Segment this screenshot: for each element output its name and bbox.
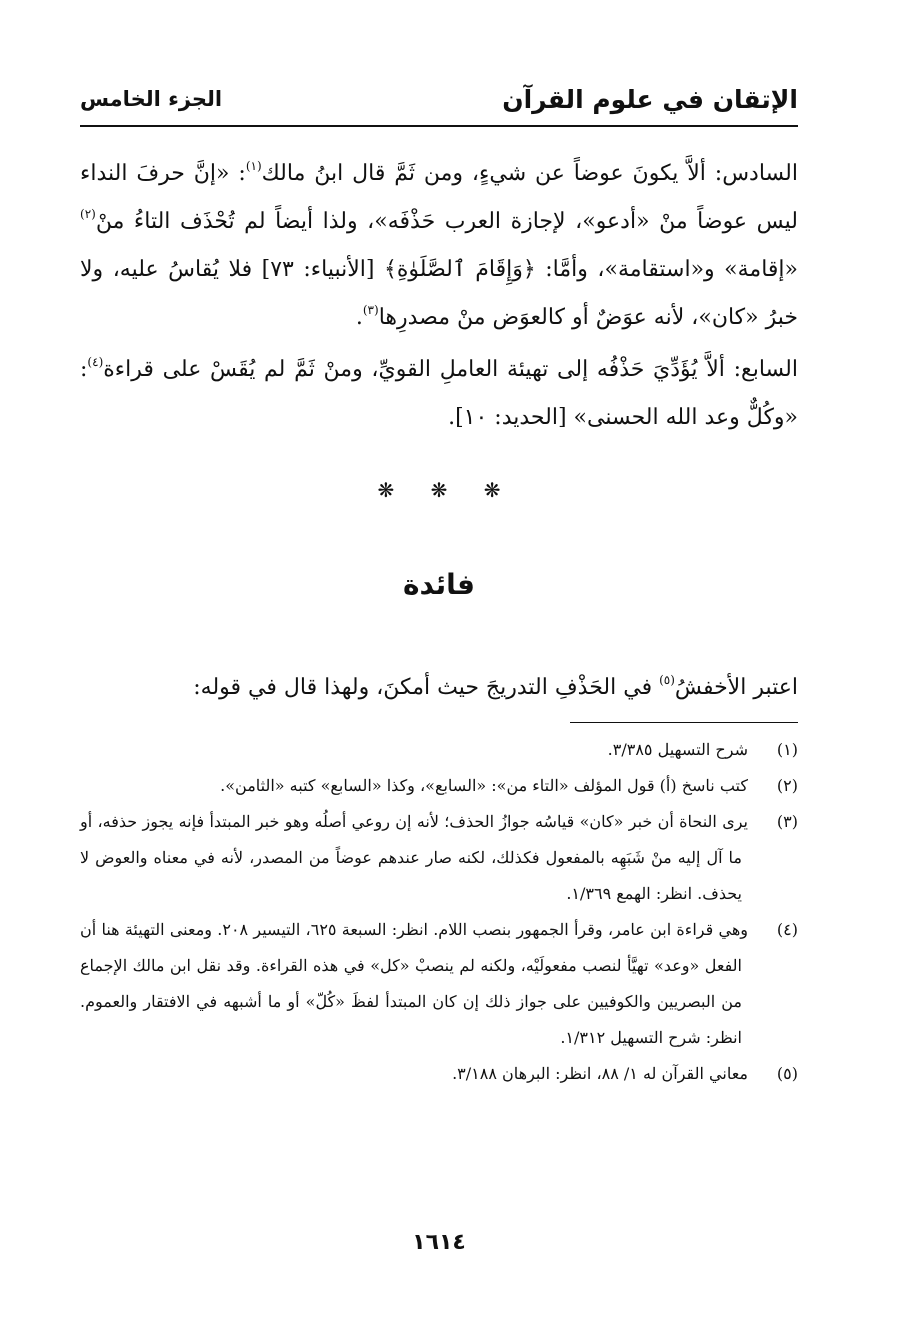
footnote-text: وهي قراءة ابن عامر، وقرأ الجمهور بنصب اللام. انظر: السبعة ٦٢٥، التيسير ٢٠٨. ومعنى التهيئة هنا أن الفعل «وعد» تهيَّأ لنصب مفعولَيْه، ولكنه لم ينصبْ «كل» في هذه القراءة. وقد نقل ابن مالك الإجماع من البصريين والكوفيين على جواز ذلك إن كان المبتدأ لفظَ «كُلّ» أو ما أشبهه في الافتقار والعموم. انظر: شرح التسهيل ١/٣١٢. xyxy=(80,920,748,1047)
part-label: الجزء الخامس xyxy=(80,87,223,111)
page-number: ١٦١٤ xyxy=(412,1230,466,1255)
main-text xyxy=(80,150,798,442)
footnote-ref[interactable]: (٢) xyxy=(80,207,96,221)
footnote-ref[interactable]: (٤) xyxy=(87,355,104,369)
footnote-item xyxy=(80,804,798,912)
footnote-number: (١) xyxy=(776,740,798,759)
header-divider xyxy=(80,125,798,127)
footnote-text: كتب ناسخ (أ) قول المؤلف «التاء من»: «السابع»، وكذا «السابع» كتبه «الثامن». xyxy=(220,776,748,795)
section-separator-stars: ❋ ❋ ❋ xyxy=(377,478,501,502)
footnote-ref[interactable]: (٥) xyxy=(659,673,675,687)
paragraph-sixth: السادس: ألاَّ يكونَ عوضاً عن شيءٍ، ومن ثَمَّ قال ابنُ مالك$^{(١)}$: «إنَّ حرفَ النداء ليس عوضاً منْ «أدعو»، لإجازة العرب حَذْفَه»، ولذا أيضاً لم تُحْذَف التاءُ منْ$^{(٢)}$ «إقامة» و«استقامة»، وأمَّا: ﴿وَإِقَامَ ٱلصَّلَوٰةِ﴾ [الأنبياء: ٧٣] فلا يُقاسُ عليه، ولا خبرُ «كان»، لأنه عوَضٌ أو كالعوَض منْ مصدرِها$^{(٣)}$. xyxy=(80,159,798,330)
footnote-number: (٥) xyxy=(776,1064,798,1083)
footnote-item xyxy=(80,768,798,804)
footnote-number: (٤) xyxy=(776,920,798,939)
book-title: الإتقان في علوم القرآن xyxy=(502,84,798,114)
paragraph-seventh: السابع: ألاَّ يُؤَدِّيَ حَذْفُه إلى تهيئة العاملِ القويِّ، ومنْ ثَمَّ لم يُقَسْ على قراءة$^{(٤)}$: «وكُلٌّ وعد الله الحسنى» [الحديد: ١٠]. xyxy=(80,355,798,430)
section-title: فائدة xyxy=(402,568,476,601)
footnote-text: معاني القرآن له ١/ ٨٨، انظر: البرهان ٣/١٨٨. xyxy=(452,1064,748,1083)
footnote-item xyxy=(80,912,798,1056)
running-header xyxy=(80,78,798,120)
footnote-item xyxy=(80,732,798,768)
section-paragraph: اعتبر الأخفشُ$^{(٥)}$ في الحَذْفِ التدريجَ حيث أمكنَ، ولهذا قال في قوله: xyxy=(193,673,798,700)
footnote-text: شرح التسهيل ٣/٣٨٥. xyxy=(607,740,748,759)
footnote-text: يرى النحاة أن خبر «كان» قياسُه جوازُ الحذف؛ لأنه إن روعي أصلُه وهو خبر المبتدأ فإنه يجوز حذفه، أو ما آل إليه منْ شَبَهِه بالمفعول فكذلك، لكنه صار عندهم عوضاً من المصدر، لأنه في معناه والعوض لا يحذف. انظر: الهمع ١/٣٦٩. xyxy=(80,812,748,903)
footnote-number: (٢) xyxy=(776,776,798,795)
footnote-ref[interactable]: (٣) xyxy=(362,303,379,317)
footnote-divider xyxy=(570,722,798,723)
footnotes xyxy=(80,732,798,1092)
footnote-number: (٣) xyxy=(776,812,798,831)
footnote-ref[interactable]: (١) xyxy=(245,159,262,173)
footnote-item xyxy=(80,1056,798,1092)
